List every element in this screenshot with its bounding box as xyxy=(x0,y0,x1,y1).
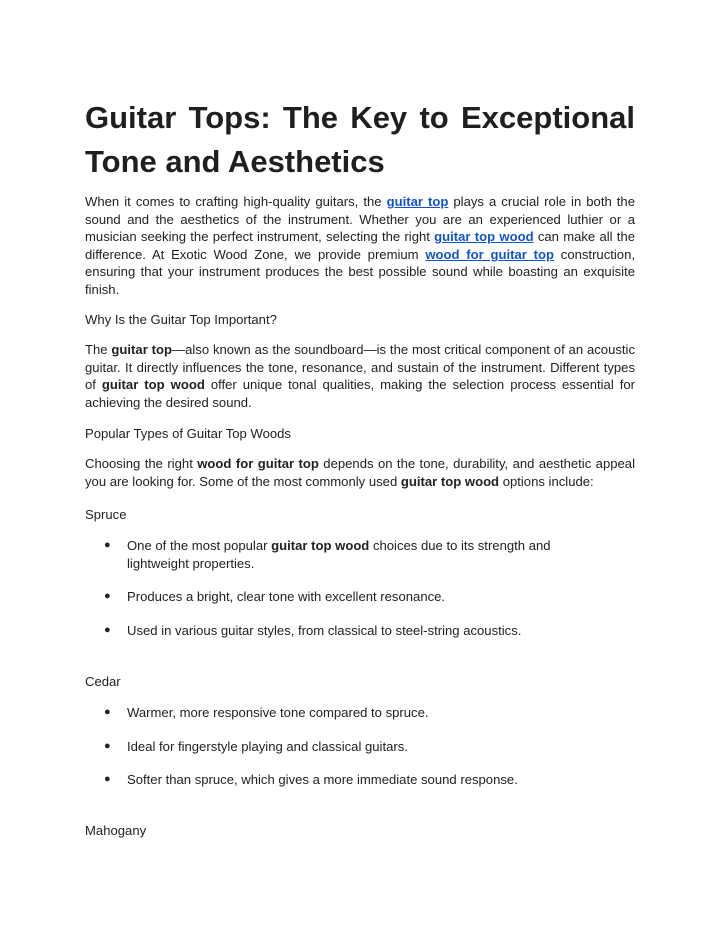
heading-spruce: Spruce xyxy=(85,507,127,522)
bullet-icon: ● xyxy=(104,590,111,603)
intro-paragraph: When it comes to crafting high-quality guitars, the guitar top plays a crucial role in both the sound and the aesthetics of the instrument. Whether you are an experienced luthier or a musician seeking the perfect instrument, selecting the right guitar top wood can make all the difference. At Exotic Wood Zone, we provide premium wood for guitar top construction, ensuring that your instrument produces the best possible sound while boasting an exquisite finish. xyxy=(85,194,636,297)
list-item: ● Softer than spruce, which gives a more immediate sound response. xyxy=(104,772,518,788)
guitar-top-wood-link[interactable]: guitar top wood xyxy=(434,229,534,245)
bullet-icon: ● xyxy=(104,773,111,786)
bullet-icon: ● xyxy=(104,539,111,551)
why-paragraph: The guitar top—also known as the soundboard—is the most critical component of an acoustic guitar. It directly influences the tone, resonance, and sustain of the instrument. Different types of guitar top wood offer unique tonal qualities, making the selection process essential for achieving the desired sound. xyxy=(85,342,636,410)
bullet-icon: ● xyxy=(104,706,111,718)
choosing-paragraph: Choosing the right wood for guitar top depends on the tone, durability, and aesthetic appeal you are looking for. Some of the most commonly used guitar top wood options include: xyxy=(85,456,635,489)
bullet-icon: ● xyxy=(104,623,111,636)
heading-popular-types: Popular Types of Guitar Top Woods xyxy=(85,426,291,441)
spruce-list xyxy=(85,537,635,639)
list-item: ● Ideal for fingerstyle playing and classical guitars. xyxy=(104,738,408,754)
heading-cedar: Cedar xyxy=(85,674,121,689)
list-item: ● Produces a bright, clear tone with excellent resonance. xyxy=(104,589,446,605)
list-item: ● Used in various guitar styles, from classical to steel-string acoustics. xyxy=(104,622,522,638)
list-item: ● One of the most popular guitar top wood choices due to its strength and lightweight properties. xyxy=(104,538,551,571)
bullet-icon: ● xyxy=(104,739,111,752)
heading-why-important: Why Is the Guitar Top Important? xyxy=(85,312,277,327)
page-title: Guitar Tops: The Key to Exceptional Tone and Aesthetics xyxy=(85,100,635,179)
cedar-list xyxy=(85,704,635,789)
heading-mahogany: Mahogany xyxy=(85,823,147,838)
guitar-top-link[interactable]: guitar top xyxy=(386,194,449,209)
wood-for-guitar-top-link[interactable]: wood for guitar top xyxy=(425,246,555,262)
list-item: ● Warmer, more responsive tone compared to spruce. xyxy=(104,705,429,720)
